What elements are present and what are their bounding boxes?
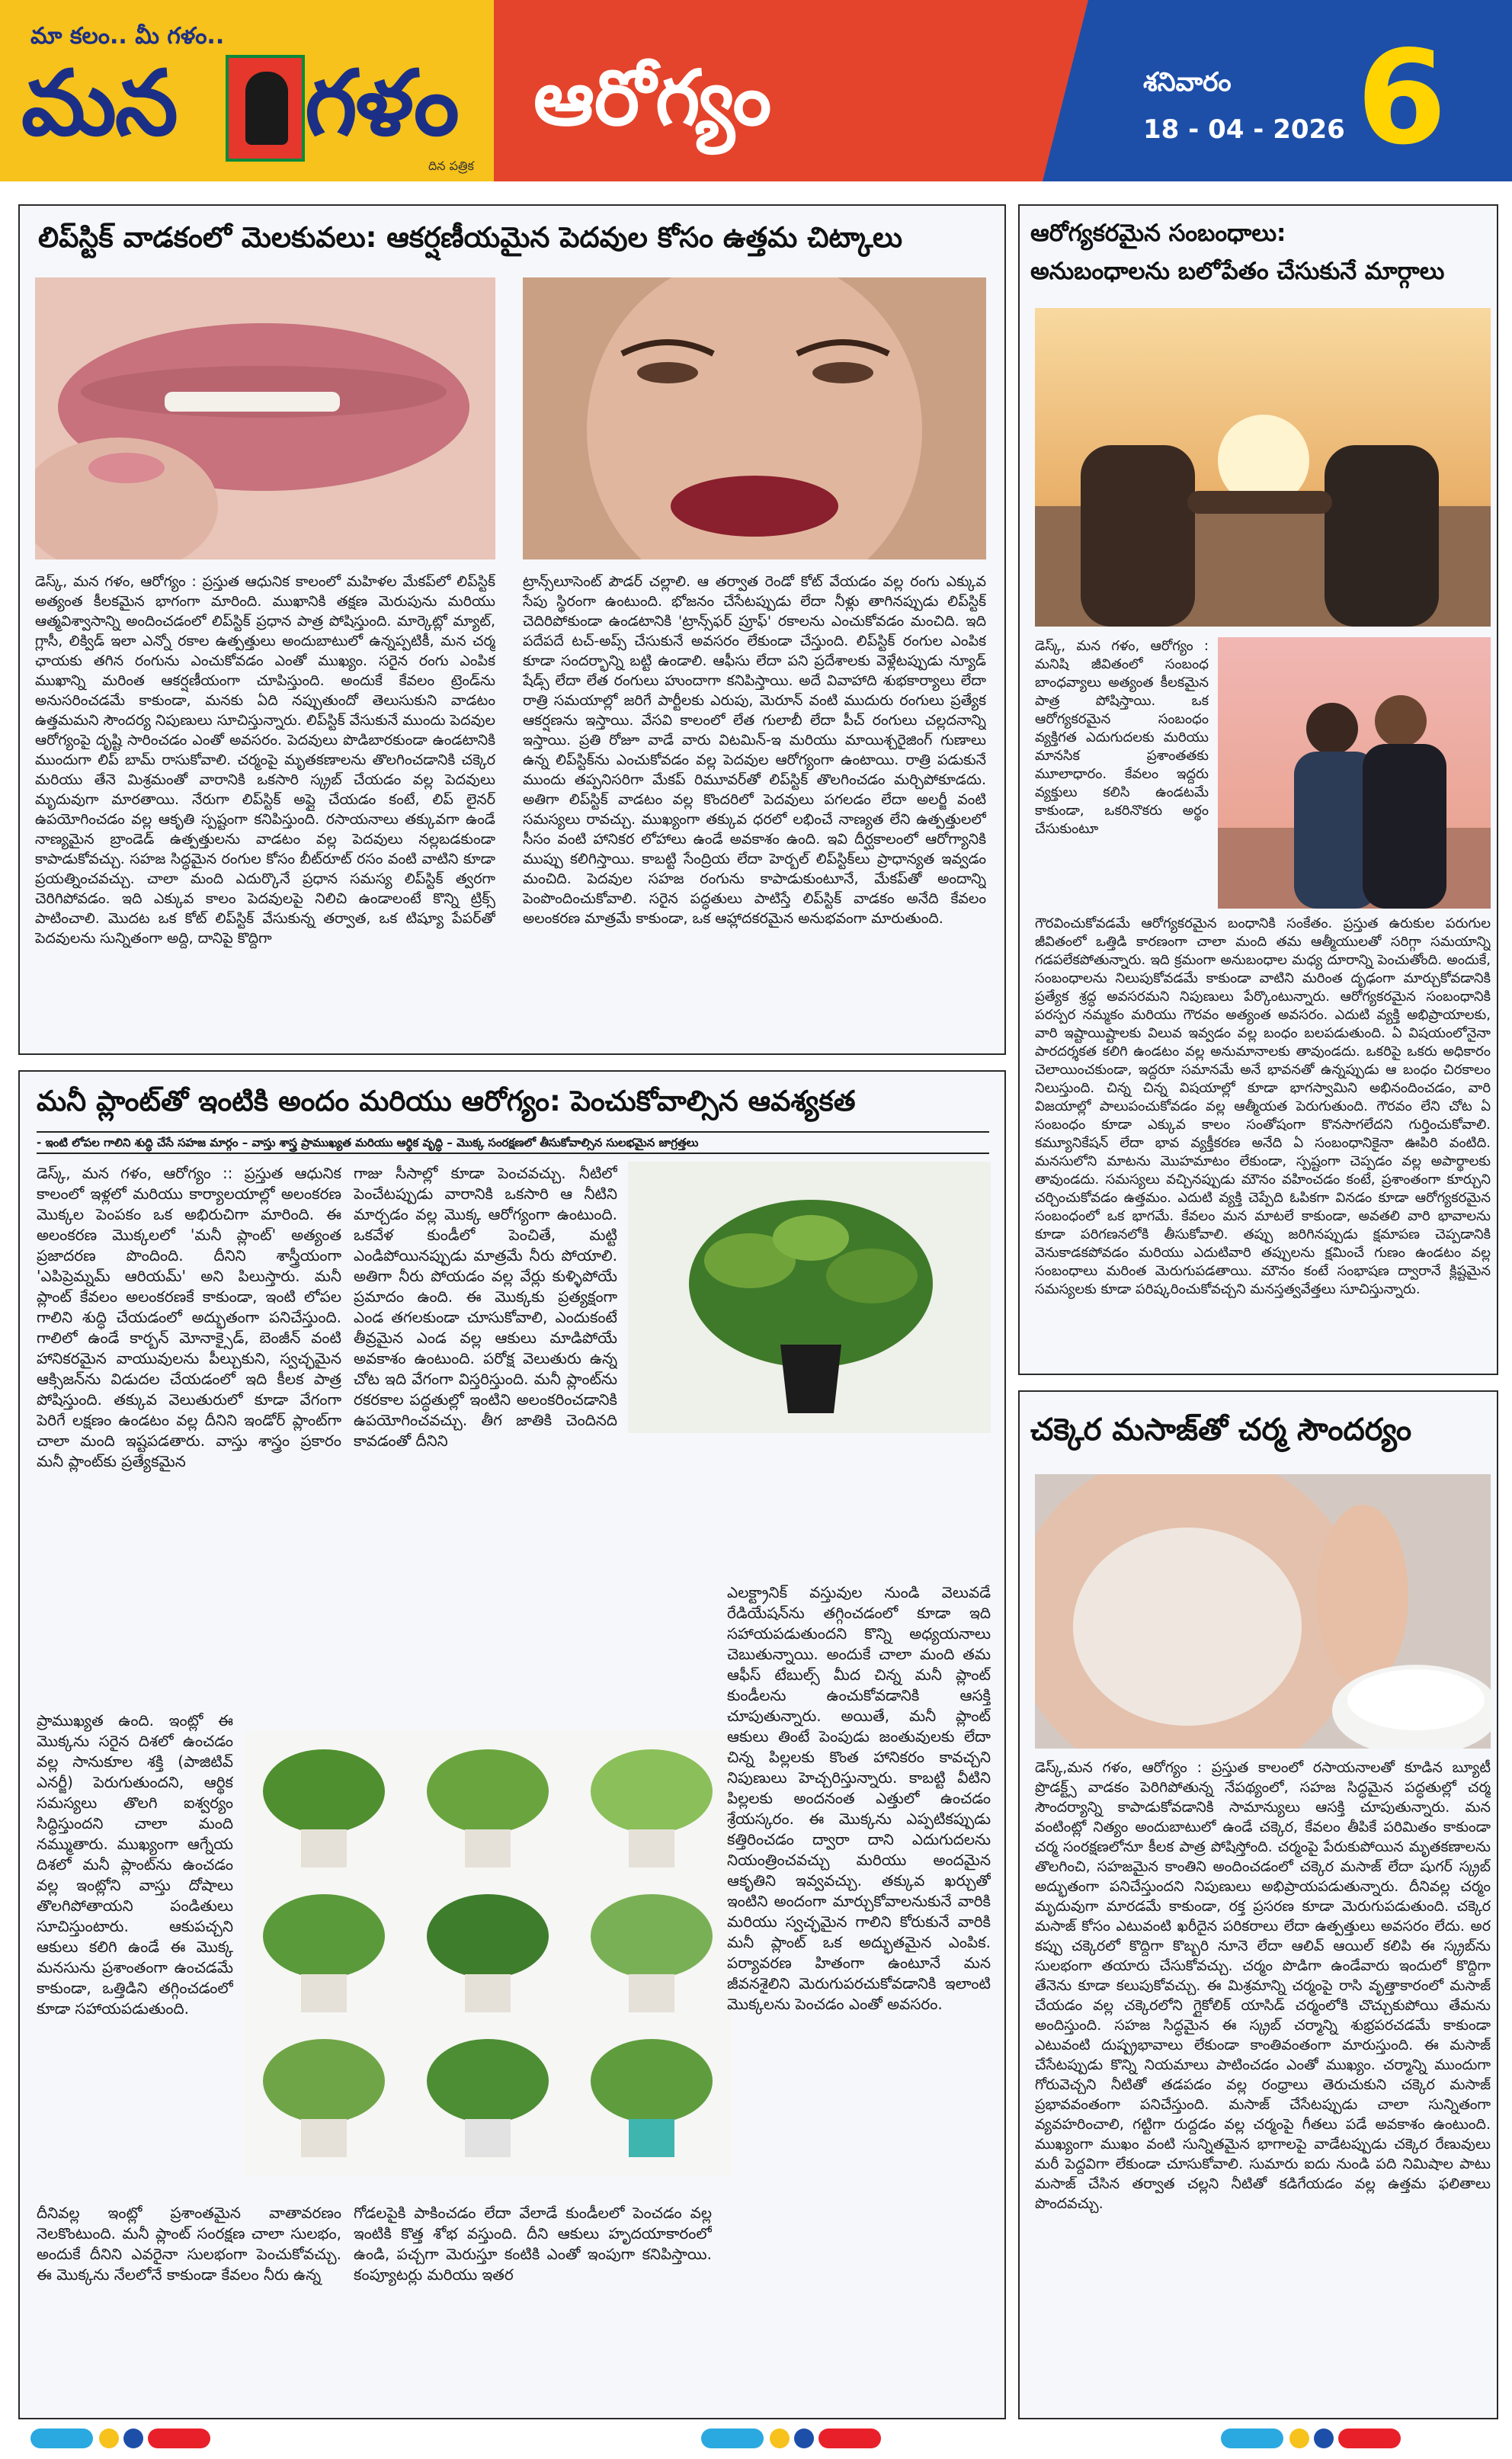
section-title: ఆరోగ్యం: [533, 53, 772, 143]
fist-logo-icon: [226, 55, 305, 162]
moneyplant-body-col3: ఎలక్ట్రానిక్ వస్తువుల నుండి వెలువడే రేడియేషన్‌ను తగ్గించడంలో కూడా ఇది సహాయపడుతుందని కొన్ని అధ్యయనాలు చెబుతున్నాయి. అందుకే చాలా మంది తమ ఆఫీస్ టేబుల్స్ మీద చిన్న మనీ ప్లాంట్ కుండీలను ఉంచుకోవడానికి ఆసక్తి చూపుతున్నారు. అయితే, మనీ ప్లాంట్ ఆకులు తింటే పెంపుడు జంతువులకు లేదా చిన్న పిల్లలకు కొంత హానికరం కావచ్చని నిపుణులు హెచ్చరిస్తున్నారు. కాబట్టి వీటిని పిల్లలకు అందనంత ఎత్తులో ఉంచడం శ్రేయస్కరం. ఈ మొక్కను ఎప్పటికప్పుడు కత్తిరించడం ద్వారా దాని ఎదుగుదలను నియంత్రించవచ్చు మరియు అందమైన ఆకృతిని ఇవ్వవచ్చు. తక్కువ ఖర్చుతో ఇంటిని అందంగా మార్చుకోవాలనుకునే వారికి మరియు స్వచ్ఛమైన గాలిని కోరుకునే వారికి మనీ ప్లాంట్ ఒక అద్భుతమైన ఎంపిక. పర్యావరణ హితంగా ఉంటూనే మన జీవనశైలిని మెరుగుపరచుకోవడానికి ఇలాంటి మొక్కలను పెంచడం ఎంతో అవసరం.: [727, 1583, 991, 2013]
masthead-tagline: మా కలం.. మీ గళం..: [30, 23, 225, 50]
issue-date: 18 - 04 - 2026: [1143, 114, 1345, 145]
moneyplant-body-col1-bottom: దీనివల్ల ఇంట్లో ప్రశాంతమైన వాతావరణం నెలకొంటుంది. మనీ ప్లాంట్ సంరక్షణ చాలా సులభం, అందుకే దీనిని ఎవరైనా సులభంగా పెంచుకోవచ్చు. ఈ మొక్కను నేలలోనే కాకుండా కేవలం నీరు ఉన్న: [37, 2204, 341, 2284]
sugar-headline: చక్కెర మసాజ్‌తో చర్మ సౌందర్యం: [1030, 1412, 1412, 1448]
moneyplant-body-col1-top: డెస్క్, మన గళం, ఆరోగ్యం :: ప్రస్తుత ఆధునిక కాలంలో ఇళ్లలో మరియు కార్యాలయాల్లో అలంకరణ మొక్కల పెంపకం ఒక అభిరుచిగా మారింది. ఈ అలంకరణ మొక్కలలో 'మనీ ప్లాంట్' అత్యంత ప్రజాదరణ పొందింది. దీనిని శాస్త్రీయంగా 'ఎపిప్రెమ్నమ్ ఆరియమ్' అని పిలుస్తారు. మనీ ప్లాంట్ కేవలం అలంకరణకే కాకుండా, ఇంటి లోపల గాలిని శుద్ధి చేయడంలో అద్భుతంగా పనిచేస్తుంది. గాలిలో ఉండే కార్బన్ మోనాక్సైడ్, బెంజీన్ వంటి హానికరమైన వాయువులను పీల్చుకుని, స్వచ్ఛమైన ఆక్సిజన్‌ను విడుదల చేయడంలో ఇది కీలక పాత్ర పోషిస్తుంది. తక్కువ వెలుతురులో కూడా వేగంగా పెరిగే లక్షణం ఉండటం వల్ల దీనిని ఇండోర్ ప్లాంట్‌గా చాలా మంది ఇష్టపడతారు. వాస్తు శాస్త్రం ప్రకారం మనీ ప్లాంట్‌కు ప్రత్యేకమైన: [37, 1164, 341, 1470]
page-number: 6: [1357, 23, 1447, 174]
day-name: శనివారం: [1143, 67, 1232, 98]
moneyplant-headline: మనీ ప్లాంట్‌తో ఇంటికి అందం మరియు ఆరోగ్యం: పెంచుకోవాల్సిన ఆవశ్యకత: [37, 1085, 856, 1117]
lipstick-body-col1: డెస్క్, మన గళం, ఆరోగ్యం : ప్రస్తుత ఆధునిక కాలంలో మహిళల మేకప్‌లో లిప్‌స్టిక్ అత్యంత కీలకమైన భాగంగా మారింది. ముఖానికి తక్షణ మెరుపును మరియు ఆత్మవిశ్వాసాన్ని అందించడంలో లిప్‌స్టిక్ ప్రధాన పాత్ర పోషిస్తుంది. మార్కెట్లో మ్యాట్, గ్లాసీ, లిక్విడ్ ఇలా ఎన్నో రకాల ఉత్పత్తులు అందుబాటులో ఉన్నప్పటికీ, మన చర్మ ఛాయకు తగిన రంగును ఎంచుకోవడం ఎంతో ముఖ్యం. సరైన రంగు ఎంపిక ముఖాన్ని మరింత ఆకర్షణీయంగా చూపిస్తుంది. అందుకే కేవలం ట్రెండ్‌ను అనుసరించడమే కాకుండా, మనకు ఏది నప్పుతుందో తెలుసుకుని వాడటం ఉత్తమమని సౌందర్య నిపుణులు సూచిస్తున్నారు. లిప్‌స్టిక్ వేసుకునే ముందు పెదవుల ఆరోగ్యంపై దృష్టి సారించడం ఎంతో అవసరం. పెదవులు పొడిబారకుండా ఉండటానికి ముందుగా లిప్ బామ్ రాసుకోవాలి. చర్మంపై మృతకణాలను తొలగించడానికి చక్కెర మరియు తేనె మిశ్రమంతో వారానికి ఒకసారి స్క్రబ్ చేయడం వల్ల పెదవులు మృదువుగా మారతాయి. నేరుగా లిప్‌స్టిక్ అప్లై చేయడం కంటే, లిప్ లైనర్ ఉపయోగించడం వల్ల ఆకృతి స్పష్టంగా కనిపిస్తుంది. రసాయనాలు తక్కువగా ఉండే నాణ్యమైన బ్రాండెడ్ ఉత్పత్తులను వాడటం వల్ల పెదవులు నల్లబడకుండా కాపాడుకోవచ్చు. సహజ సిద్ధమైన రంగుల కోసం బీట్‌రూట్ రసం వంటి వాటిని కూడా ప్రయత్నించవచ్చు. చాలా మంది ఎదుర్కొనే ప్రధాన సమస్య లిప్‌స్టిక్ త్వరగా చెరిగిపోవడం. ఇది ఎక్కువ కాలం పెదవులపై నిలిచి ఉండాలంటే కొన్ని ట్రిక్స్ పాటించాలి. మొదట ఒక కోట్ లిప్‌స్టిక్ వేసుకున్న తర్వాత, ఒక టిష్యూ పేపర్‌తో పెదవులను సున్నితంగా అద్ది, దానిపై కొద్దిగా: [35, 573, 495, 947]
relationship-body-full: గౌరవించుకోవడమే ఆరోగ్యకరమైన బంధానికి సంకేతం. ప్రస్తుత ఉరుకుల పరుగుల జీవితంలో ఒత్తిడి కారణంగా చాలా మంది తమ ఆత్మీయులతో సరిగ్గా సమయాన్ని గడపలేకపోతున్నారు. ఇది క్రమంగా అనుబంధాల మధ్య దూరాన్ని పెంచుతోంది. అందుకే, సంబంధాలను నిలుపుకోవడమే కాకుండా వాటిని మరింత దృఢంగా మార్చుకోవడానికి ప్రత్యేక శ్రద్ధ అవసరమని నిపుణులు పేర్కొంటున్నారు. ఆరోగ్యకరమైన సంబంధానికి పరస్పర నమ్మకం మరియు గౌరవం అత్యంత అవసరం. ఎదుటి వ్యక్తి అభిప్రాయాలకు, వారి ఇష్టాయిష్టాలకు విలువ ఇవ్వడం వల్ల బంధం బలపడుతుంది. ఏ విషయంలోనైనా పారదర్శకత కలిగి ఉండటం వల్ల అనుమానాలకు తావుండదు. ఒకరిపై ఒకరు అధికారం చెలాయించకుండా, ఇద్దరూ సమానమే అనే భావనతో ఉన్నప్పుడు ఆ బంధం చిరకాలం నిలుస్తుంది. చిన్న చిన్న విషయాల్లో కూడా భాగస్వామిని అభినందించడం, వారి విజయాల్లో పాలుపంచుకోవడం వల్ల ఆత్మీయత పెరుగుతుంది. గౌరవం లేని చోట ఏ సంబంధం కూడా ఎక్కువ కాలం సంతోషంగా కొనసాగలేదని గుర్తించుకోవాలి. కమ్యూనికేషన్ లేదా భావ వ్యక్తీకరణ అనేది ఏ సంబంధానికైనా ఊపిరి వంటిది. మనసులోని మాటను మొహమాటం లేకుండా, స్పష్టంగా చెప్పడం వల్ల అపార్థాలకు తావుండదు. సమస్యలు వచ్చినప్పుడు మౌనం వహించడం కంటే, ప్రశాంతంగా కూర్చుని చర్చించుకోవడం ఉత్తమం. ఎదుటి వ్యక్తి చెప్పేది ఓపికగా వినడం కూడా ఆరోగ్యకరమైన సంబంధంలో ఒక భాగమే. కేవలం మన మాటలే కాకుండా, అవతలి వారి భావాలను కూడా పరిగణనలోకి తీసుకోవాలి. తప్పు జరిగినప్పుడు క్షమాపణ చెప్పడానికి వెనుకాడకపోవడం మరియు ఎదుటివారి తప్పులను క్షమించే గుణం ఉండటం వల్ల సంబంధాలు మరింత మెరుగుపడతాయి. మౌనం కంటే సంభాషణ ద్వారానే క్లిష్టమైన సమస్యలకు కూడా పరిష్కరించుకోవచ్చని మనస్తత్వవేత్తలు సూచిస్తున్నారు.: [1035, 915, 1491, 1297]
sugar-scrub-image: [1035, 1474, 1491, 1749]
logo-text-right: గళం: [305, 50, 458, 155]
lipstick-headline: లిప్‌స్టిక్ వాడకంలో మెలకువలు: ఆకర్షణీయమైన పెదవుల కోసం ఉత్తమ చిట్కాలు: [38, 221, 903, 254]
couple-hug-image: [1218, 637, 1491, 909]
logo-subtitle: దిన పత్రిక: [428, 159, 474, 173]
lipstick-lips-image: [35, 277, 495, 559]
logo-text-left: మన: [21, 50, 177, 155]
moneyplant-pot-image: [628, 1162, 991, 1433]
moneyplant-varieties-image: [244, 1730, 732, 2175]
moneyplant-body-col2-top: గాజు సీసాల్లో కూడా పెంచవచ్చు. నీటిలో పెంచేటప్పుడు వారానికి ఒకసారి ఆ నీటిని మార్చడం వల్ల మొక్క ఆరోగ్యంగా ఉంటుంది. ఒకవేళ కుండీలో పెంచితే, మట్టి ఎండిపోయినప్పుడు మాత్రమే నీరు పోయాలి. అతిగా నీరు పోయడం వల్ల వేర్లు కుళ్ళిపోయే ప్రమాదం ఉంది. ఈ మొక్కకు ప్రత్యక్షంగా ఎండ తగలకుండా చూసుకోవాలి, ఎందుకంటే తీవ్రమైన ఎండ వల్ల ఆకులు మాడిపోయే అవకాశం ఉంటుంది. పరోక్ష వెలుతురు ఉన్న చోట ఇది వేగంగా విస్తరిస్తుంది. మనీ ప్లాంట్‌ను రకరకాల పద్ధతుల్లో ఇంటిని అలంకరించడానికి ఉపయోగించవచ్చు. తీగ జాతికి చెందినది కావడంతో దీనిని: [354, 1164, 617, 1450]
moneyplant-subheadline: - ఇంటి లోపల గాలిని శుద్ధి చేసే సహజ మార్గం – వాస్తు శాస్త్ర ప్రాముఖ్యత మరియు ఆర్థిక వృద్ధి – మొక్క సంరక్షణలో తీసుకోవాల్సిన సులభమైన జాగ్రత్తలు: [37, 1131, 989, 1154]
lipstick-model-image: [523, 277, 986, 559]
moneyplant-body-col1-narrow: ప్రాముఖ్యత ఉంది. ఇంట్లో ఈ మొక్కను సరైన దిశలో ఉంచడం వల్ల సానుకూల శక్తి (పాజిటివ్ ఎనర్జీ) పెరుగుతుందని, ఆర్థిక సమస్యలు తొలగి ఐశ్వర్యం సిద్ధిస్తుందని చాలా మంది నమ్ముతారు. ముఖ్యంగా ఆగ్నేయ దిశలో మనీ ప్లాంట్‌ను ఉంచడం వల్ల ఇంట్లోని వాస్తు దోషాలు తొలగిపోతాయని పండితులు సూచిస్తుంటారు. ఆకుపచ్చని ఆకులు కలిగి ఉండే ఈ మొక్క మనసును ప్రశాంతంగా ఉంచడమే కాకుండా, ఒత్తిడిని తగ్గించడంలో కూడా సహాయపడుతుంది.: [37, 1711, 233, 2018]
couple-sunset-image: [1035, 308, 1491, 627]
relationship-headline-line1: ఆరోగ్యకరమైన సంబంధాలు:: [1030, 220, 1286, 247]
moneyplant-body-col2-bottom: గోడలపైకి పాకించడం లేదా వేలాడే కుండీలలో పెంచడం వల్ల ఇంటికి కొత్త శోభ వస్తుంది. దీని ఆకులు హృదయాకారంలో ఉండి, పచ్చగా మెరుస్తూ కంటికి ఎంతో ఇంపుగా కనిపిస్తాయి. కంప్యూటర్లు మరియు ఇతర: [354, 2204, 712, 2284]
relationship-body-narrow: డెస్క్, మన గళం, ఆరోగ్యం : మనిషి జీవితంలో సంబంధ బాంధవ్యాలు అత్యంత కీలకమైన పాత్ర పోషిస్తాయి. ఒక ఆరోగ్యకరమైన సంబంధం వ్యక్తిగత ఎదుగుదలకు మరియు మానసిక ప్రశాంతతకు మూలాధారం. కేవలం ఇద్దరు వ్యక్తులు కలిసి ఉండటమే కాకుండా, ఒకరినొకరు అర్థం చేసుకుంటూ: [1035, 638, 1209, 837]
sugar-body: డెస్క్,మన గళం, ఆరోగ్యం : ప్రస్తుత కాలంలో రసాయనాలతో కూడిన బ్యూటీ ప్రొడక్ట్స్ వాడకం పెరిగిపోతున్న నేపథ్యంలో, సహజ సిద్ధమైన పద్ధతుల్లో చర్మ సౌందర్యాన్ని కాపాడుకోవడానికి సామాన్యులు ఆసక్తి చూపుతున్నారు. మన వంటింట్లో నిత్యం అందుబాటులో ఉండే చక్కెర, కేవలం తీపికే పరిమితం కాకుండా చర్మ సంరక్షణలోనూ కీలక పాత్ర పోషిస్తోంది. చర్మంపై పేరుకుపోయిన మృతకణాలను తొలగించి, సహజమైన కాంతిని అందించడంలో చక్కెర మసాజ్ లేదా షుగర్ స్క్రబ్ అద్భుతంగా పనిచేస్తుందని నిపుణులు అభిప్రాయపడుతున్నారు. దీనివల్ల చర్మం మృదువుగా మారడమే కాకుండా, రక్త ప్రసరణ కూడా మెరుగుపడుతుంది. చక్కెర మసాజ్ కోసం ఎటువంటి ఖరీదైన పరికరాలు లేదా ఉత్పత్తులు అవసరం లేదు. అర కప్పు చక్కెరలో కొద్దిగా కొబ్బరి నూనె లేదా ఆలివ్ ఆయిల్ కలిపి ఈ స్క్రబ్‌ను సులభంగా తయారు చేసుకోవచ్చు. చర్మం పొడిగా ఉండేవారు ఇందులో కొద్దిగా తేనెను కూడా కలుపుకోవచ్చు. ఈ మిశ్రమాన్ని చర్మంపై రాసి వృత్తాకారంలో మసాజ్ చేయడం వల్ల చక్కెరలోని గ్లైకోలిక్ యాసిడ్ చర్మంలోకి చొచ్చుకుపోయి తేమను అందిస్తుంది. సహజ సిద్ధమైన ఈ స్క్రబ్ చర్మాన్ని శుభ్రపరచడమే కాకుండా ఎటువంటి దుష్ప్రభావాలు లేకుండా కాంతివంతంగా మారుస్తుంది. ఈ మసాజ్ చేసేటప్పుడు కొన్ని నియమాలు పాటించడం ఎంతో ముఖ్యం. చర్మాన్ని ముందుగా గోరువెచ్చని నీటితో తడపడం వల్ల రంధ్రాలు తెరుచుకుని చక్కెర మసాజ్ ప్రభావవంతంగా పనిచేస్తుంది. మసాజ్ చేసేటప్పుడు చాలా సున్నితంగా వ్యవహరించాలి, గట్టిగా రుద్దడం వల్ల చర్మంపై గీతలు పడే అవకాశం ఉంటుంది. ముఖ్యంగా ముఖం వంటి సున్నితమైన భాగాలపై వాడేటప్పుడు చక్కెర రేణువులు మరీ పెద్దవిగా లేకుండా చూసుకోవాలి. సుమారు ఐదు నుండి పది నిమిషాల పాటు మసాజ్ చేసిన తర్వాత చల్లని నీటితో కడిగేయడం వల్ల ఉత్తమ ఫలితాలు పొందవచ్చు.: [1035, 1759, 1491, 2212]
lipstick-body-col2: ట్రాన్స్‌లూసెంట్ పౌడర్ చల్లాలి. ఆ తర్వాత రెండో కోట్ వేయడం వల్ల రంగు ఎక్కువ సేపు స్థిరంగా ఉంటుంది. భోజనం చేసేటప్పుడు లేదా నీళ్లు తాగినప్పుడు లిప్‌స్టిక్ చెదిరిపోకుండా ఉండటానికి 'ట్రాన్స్‌ఫర్ ప్రూఫ్' రకాలను ఎంచుకోవడం మంచిది. ఇది పదేపదే టచ్-అప్స్ చేసుకునే అవసరం లేకుండా చేస్తుంది. లిప్‌స్టిక్ రంగుల ఎంపిక కూడా సందర్భాన్ని బట్టి ఉండాలి. ఆఫీసు లేదా పని ప్రదేశాలకు వెళ్లేటప్పుడు న్యూడ్ షేడ్స్ లేదా లేత రంగులు హుందాగా కనిపిస్తాయి. అదే వివాహాది శుభకార్యాలు లేదా రాత్రి సమయాల్లో జరిగే పార్టీలకు ఎరుపు, మెరూన్ వంటి ముదురు రంగులు ప్రత్యేక ఆకర్షణను ఇస్తాయి. వేసవి కాలంలో లేత గులాబీ లేదా పీచ్ రంగులు చల్లదనాన్ని ఇస్తాయి. ప్రతి రోజూ వాడే వారు విటమిన్-ఇ మరియు మాయిశ్చరైజింగ్ గుణాలు ఉన్న లిప్‌స్టిక్‌ను ఎంచుకోవడం వల్ల పెదవుల ఆరోగ్యంగా ఉంటాయి. రాత్రి పడుకునే ముందు తప్పనిసరిగా మేకప్ రిమూవర్‌తో లిప్‌స్టిక్ తొలగించడం మర్చిపోకూడదు. అతిగా లిప్‌స్టిక్ వాడటం వల్ల కొందరిలో పెదవులు పగలడం లేదా అలర్జీ వంటి సమస్యలు రావచ్చు. ముఖ్యంగా తక్కువ ధరలో లభించే నాణ్యత లేని ఉత్పత్తులలో సీసం వంటి హానికర లోహాలు ఉండే అవకాశం ఉంది. ఇవి దీర్ఘకాలంలో ఆరోగ్యానికి ముప్పు కలిగిస్తాయి. కాబట్టి సేంద్రియ లేదా హెర్బల్ లిప్‌స్టిక్‌లు ప్రాధాన్యత ఇవ్వడం మంచిది. పెదవుల సహజ రంగును కాపాడుకుంటూనే, మేకప్‌తో అందాన్ని పెంపొందించుకోవాలి. సరైన పద్ధతులు పాటిస్తే లిప్‌స్టిక్ వాడకం అనేది కేవలం అలంకరణ మాత్రమే కాకుండా, ఒక ఆహ్లాదకరమైన అనుభవంగా మారుతుంది.: [523, 573, 986, 927]
relationship-headline-line2: అనుబంధాలను బలోపేతం చేసుకునే మార్గాలు: [1030, 258, 1445, 285]
